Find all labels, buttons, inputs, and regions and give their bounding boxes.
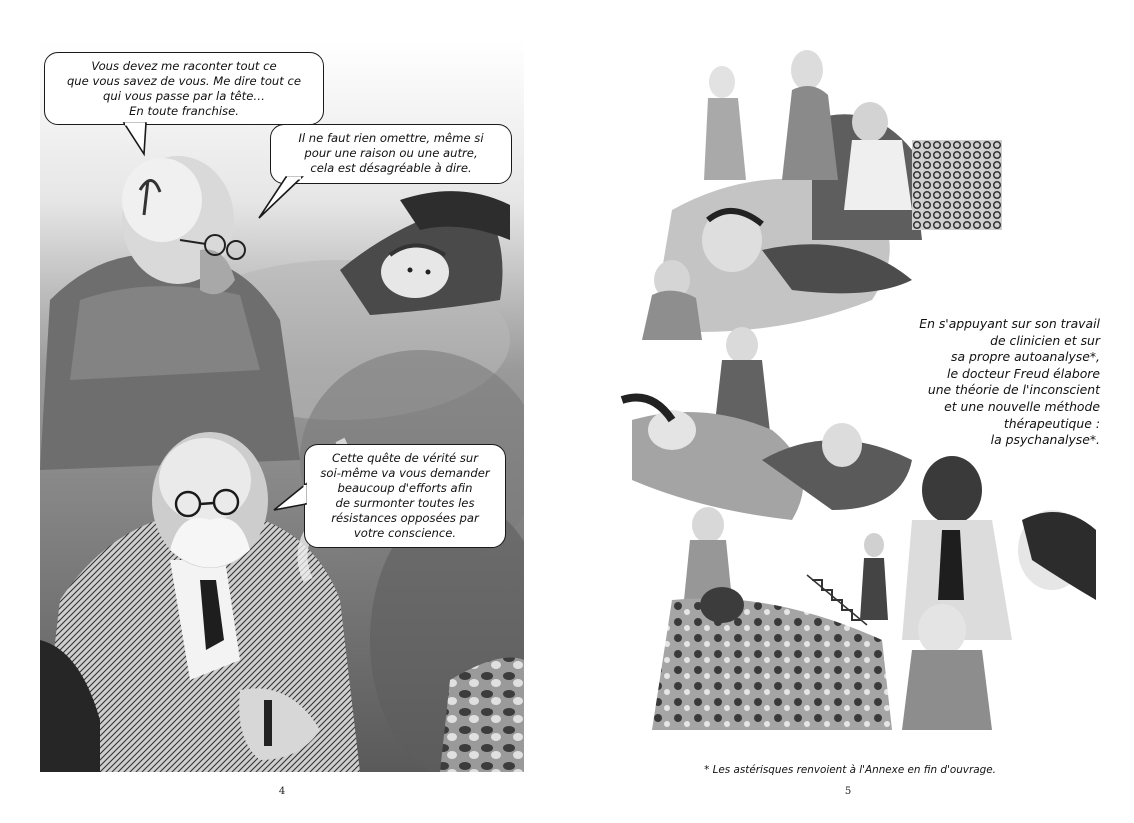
narration-line: thérapeutique : [1003,415,1100,431]
narration-line: la psychanalyse*. [990,432,1100,448]
bubble-line: Il ne faut rien omettre, même si [298,131,484,145]
narration-line: et une nouvelle méthode [944,398,1100,414]
bubble-line: Cette quête de vérité sur [331,451,479,465]
asterisk-footnote: * Les astérisques renvoient à l'Annexe en fin d'ouvrage. [704,764,996,776]
narration-line: une théorie de l'inconscient [927,382,1100,398]
narration-line: de clinicien et sur [990,332,1100,348]
bubble-line: résistances opposées par [331,511,479,525]
bubble-line: soi-même va vous demander [320,466,490,480]
bubble-line: que vous savez de vous. Me dire tout ce [66,74,302,88]
bubble-line: En toute franchise. [129,104,239,118]
narration-line: le docteur Freud élabore [947,365,1100,381]
bubble-tail [256,176,306,222]
bubble-line: beaucoup d'efforts afin [337,481,473,495]
bubble-line: Vous devez me raconter tout ce [91,59,277,73]
speech-bubble-quete [304,444,506,548]
bubble-tail [272,480,308,520]
narration-line: sa propre autoanalyse*, [951,349,1100,365]
page-number-left: 4 [278,786,286,797]
bubble-line: de surmonter toutes les [335,496,475,510]
bubble-line: pour une raison ou une autre, [304,146,478,160]
bubble-line: votre conscience. [353,526,457,540]
narration-caption [820,316,1100,449]
bubble-line: qui vous passe par la tête… [103,89,265,103]
bubble-tail [120,122,160,158]
speech-bubble-omettre [270,124,512,184]
page-number-right: 5 [844,786,852,797]
narration-line: En s'appuyant sur son travail [919,316,1100,331]
bubble-line: cela est désagréable à dire. [310,161,472,175]
speech-bubble-raconter [44,52,324,125]
